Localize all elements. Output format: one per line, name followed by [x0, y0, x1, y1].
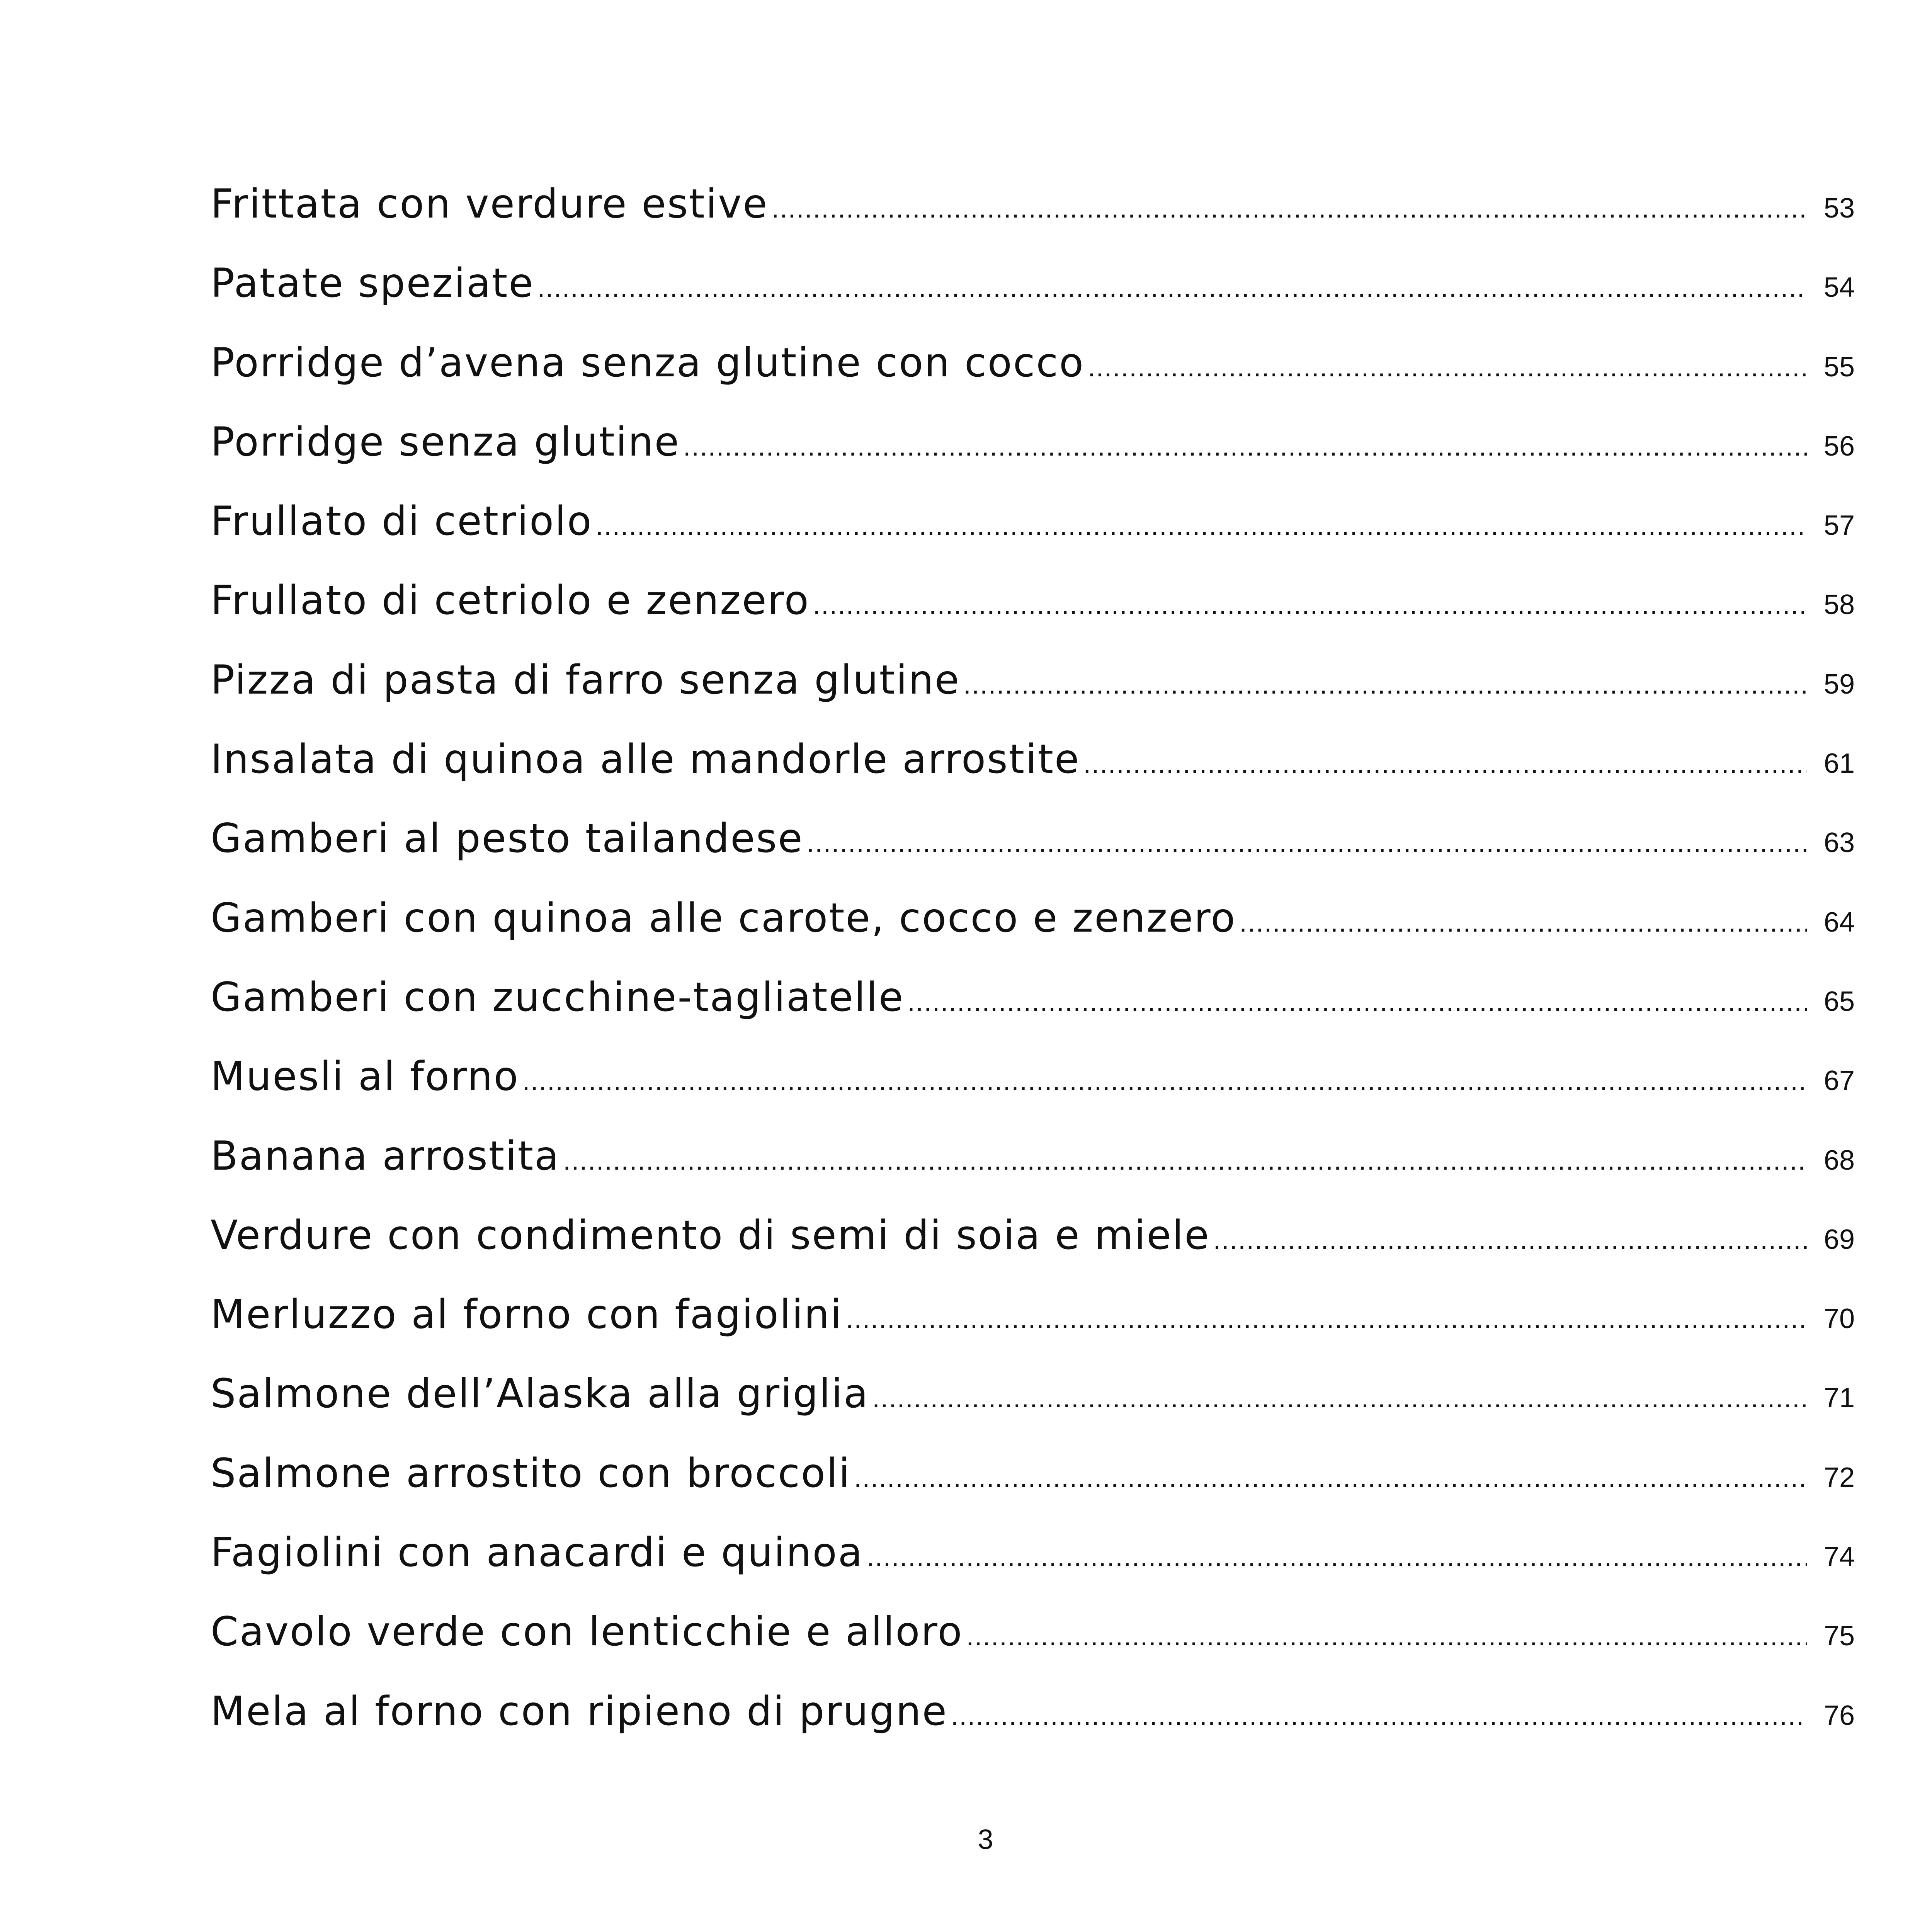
- toc-entry-page: 69: [1823, 1224, 1855, 1255]
- toc-entry[interactable]: [211, 1356, 1855, 1435]
- toc-entry[interactable]: [211, 1594, 1855, 1673]
- toc-entry[interactable]: [211, 1277, 1855, 1356]
- toc-entry-title: Cavolo verde con lenticchie e alloro: [211, 1609, 963, 1655]
- toc-entry-title: Porridge d’avena senza glutine con cocco: [211, 339, 1085, 386]
- toc-entry-page: 53: [1823, 193, 1855, 224]
- toc-dot-leader: [1083, 748, 1807, 779]
- toc-dot-leader: [907, 986, 1807, 1017]
- toc-dot-leader: [854, 1462, 1807, 1493]
- toc-entry[interactable]: [211, 880, 1855, 959]
- toc-entry[interactable]: [211, 1118, 1855, 1197]
- toc-dot-leader: [1239, 907, 1807, 938]
- toc-entry[interactable]: [211, 245, 1855, 325]
- toc-entry-title: Banana arrostita: [211, 1133, 560, 1179]
- toc-entry-page: 71: [1823, 1383, 1855, 1414]
- toc-entry[interactable]: [211, 1039, 1855, 1118]
- toc-entry-page: 74: [1823, 1541, 1855, 1573]
- toc-dot-leader: [807, 827, 1807, 858]
- toc-dot-leader: [951, 1700, 1807, 1731]
- toc-entry[interactable]: [211, 1515, 1855, 1594]
- toc-entry[interactable]: [211, 959, 1855, 1039]
- toc-entry-page: 58: [1823, 589, 1855, 621]
- toc-entry-title: Verdure con condimento di semi di soia e miele: [211, 1212, 1210, 1259]
- toc-entry-title: Merluzzo al forno con fagiolini: [211, 1291, 843, 1338]
- toc-entry-title: Gamberi con quinoa alle carote, cocco e zenzero: [211, 895, 1236, 941]
- toc-entry-title: Pizza di pasta di farro senza glutine: [211, 656, 961, 703]
- toc-entry[interactable]: [211, 801, 1855, 880]
- toc-dot-leader: [1213, 1224, 1807, 1255]
- toc-dot-leader: [872, 1383, 1807, 1413]
- toc-entry[interactable]: [211, 483, 1855, 563]
- toc-entry-page: 68: [1823, 1145, 1855, 1176]
- toc-entry[interactable]: [211, 404, 1855, 483]
- toc-dot-leader: [1088, 352, 1807, 383]
- toc-entry-title: Salmone dell’Alaska alla griglia: [211, 1371, 869, 1417]
- toc-dot-leader: [846, 1303, 1807, 1334]
- toc-entry[interactable]: [211, 325, 1855, 404]
- toc-entry-page: 57: [1823, 510, 1855, 541]
- toc-dot-leader: [966, 1621, 1807, 1651]
- toc-entry-page: 63: [1823, 827, 1855, 859]
- toc-entry-page: 61: [1823, 748, 1855, 779]
- toc-entry-page: 76: [1823, 1700, 1855, 1731]
- toc-entry[interactable]: [211, 563, 1855, 642]
- toc-entry-title: Insalata di quinoa alle mandorle arrostite: [211, 736, 1080, 783]
- table-of-contents: [211, 166, 1855, 1753]
- toc-dot-leader: [522, 1065, 1807, 1096]
- toc-entry-page: 64: [1823, 906, 1855, 938]
- page-number: 3: [978, 1824, 993, 1855]
- toc-entry-title: Mela al forno con ripieno di prugne: [211, 1688, 948, 1735]
- toc-dot-leader: [867, 1541, 1807, 1572]
- toc-entry-title: Gamberi al pesto tailandese: [211, 815, 804, 862]
- toc-dot-leader: [963, 669, 1807, 700]
- toc-entry-title: Muesli al forno: [211, 1053, 519, 1100]
- toc-entry-title: Salmone arrostito con broccoli: [211, 1450, 851, 1497]
- toc-dot-leader: [813, 589, 1807, 620]
- toc-entry-title: Porridge senza glutine: [211, 418, 680, 465]
- toc-entry[interactable]: [211, 1197, 1855, 1277]
- toc-entry[interactable]: [211, 721, 1855, 801]
- toc-entry-page: 59: [1823, 668, 1855, 700]
- toc-dot-leader: [537, 272, 1807, 303]
- toc-entry-page: 65: [1823, 986, 1855, 1017]
- toc-entry-title: Gamberi con zucchine-tagliatelle: [211, 974, 905, 1020]
- toc-entry-page: 67: [1823, 1065, 1855, 1097]
- toc-dot-leader: [596, 510, 1807, 541]
- toc-entry-title: Frittata con verdure estive: [211, 181, 769, 227]
- toc-entry-page: 70: [1823, 1303, 1855, 1335]
- toc-entry[interactable]: [211, 1435, 1855, 1515]
- toc-entry-page: 55: [1823, 351, 1855, 383]
- toc-entry[interactable]: [211, 166, 1855, 245]
- toc-dot-leader: [563, 1145, 1807, 1176]
- toc-entry-page: 56: [1823, 430, 1855, 462]
- toc-entry-page: 75: [1823, 1621, 1855, 1652]
- toc-entry[interactable]: [211, 1673, 1855, 1753]
- toc-entry-page: 54: [1823, 272, 1855, 303]
- toc-entry-title: Frullato di cetriolo e zenzero: [211, 577, 810, 624]
- toc-entry-title: Fagiolini con anacardi e quinoa: [211, 1529, 864, 1576]
- toc-dot-leader: [772, 193, 1807, 224]
- toc-entry-title: Frullato di cetriolo: [211, 498, 593, 545]
- toc-entry-page: 72: [1823, 1462, 1855, 1493]
- toc-dot-leader: [683, 431, 1807, 462]
- toc-entry[interactable]: [211, 642, 1855, 721]
- toc-entry-title: Patate speziate: [211, 260, 534, 307]
